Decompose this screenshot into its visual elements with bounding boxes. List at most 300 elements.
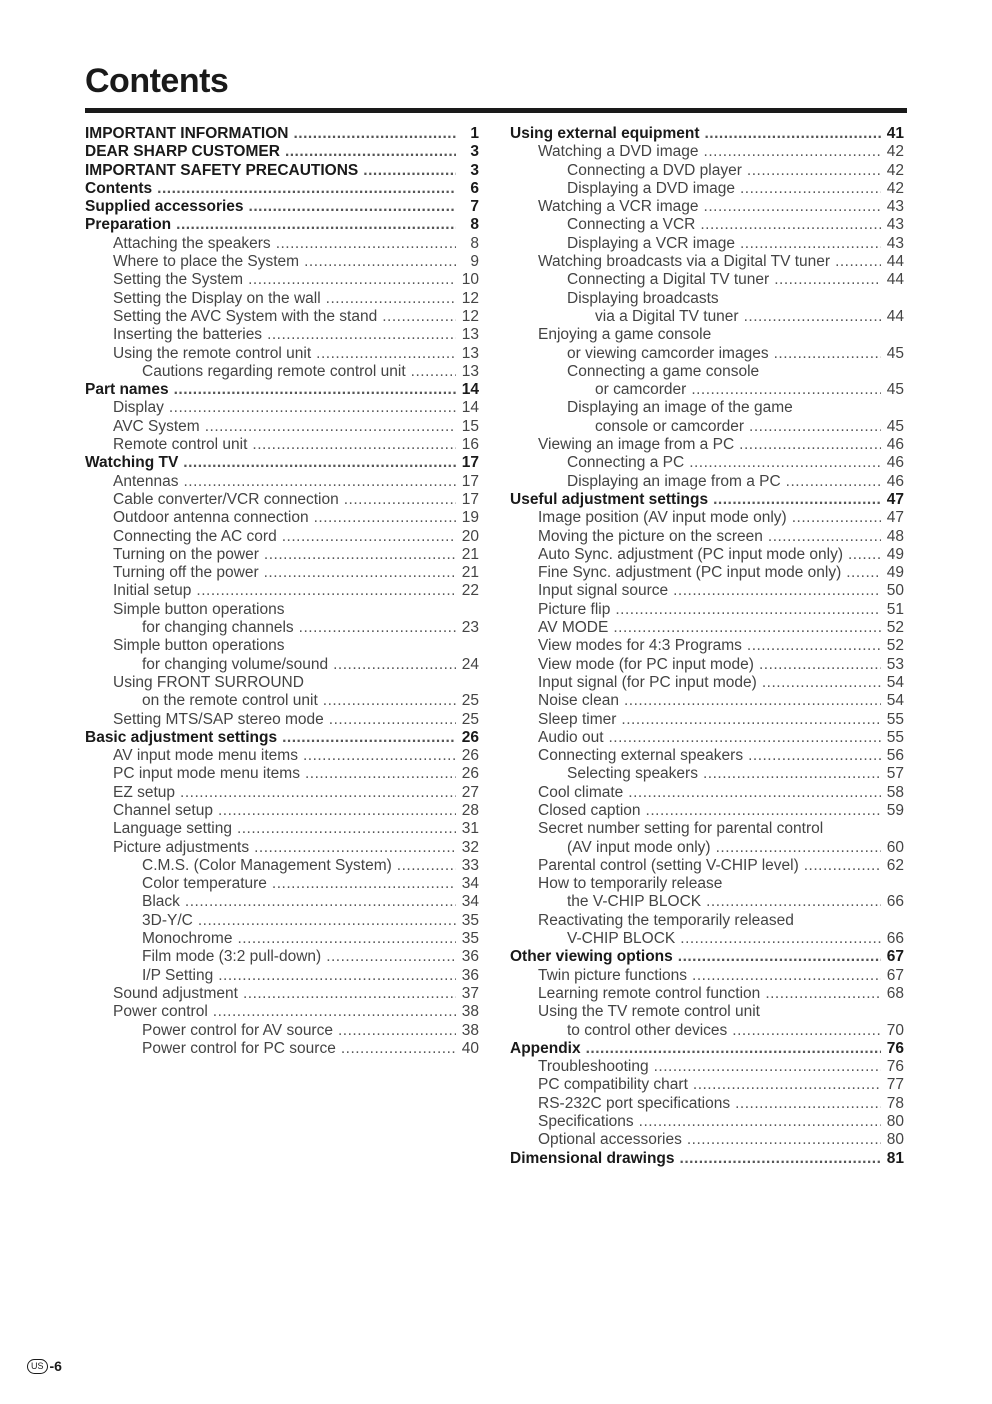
dot-leader: [713, 491, 881, 509]
toc-entry-page: 42: [886, 161, 904, 179]
toc-entry-label: Displaying broadcasts: [567, 289, 719, 307]
toc-entry-label: Power control for AV source: [142, 1021, 333, 1039]
toc-entry-label: Reactivating the temporarily released: [538, 911, 794, 929]
toc-entry-label: the V-CHIP BLOCK: [567, 893, 702, 911]
dot-leader: [628, 784, 881, 802]
dot-leader: [792, 509, 881, 527]
toc-entry-label: Basic adjustment settings: [85, 728, 278, 746]
toc-entry-page: 76: [886, 1058, 904, 1076]
toc-entry: [85, 747, 479, 765]
dot-leader: [329, 711, 456, 729]
toc-entry-page: 54: [886, 692, 904, 710]
dot-leader: [692, 967, 881, 985]
toc-entry-label: RS-232C port specifications: [538, 1094, 731, 1112]
toc-entry-label: Connecting a PC: [567, 454, 685, 472]
dot-leader: [344, 491, 456, 509]
dot-leader: [299, 619, 456, 637]
toc-entry-page: 19: [461, 509, 479, 527]
toc-entry-label: on the remote control unit: [142, 692, 318, 710]
toc-entry-label: for changing channels: [142, 619, 294, 637]
toc-entry: [85, 491, 479, 509]
dot-leader: [703, 765, 881, 783]
toc-entry-page: 80: [886, 1131, 904, 1149]
toc-entry-label: Simple button operations: [113, 637, 285, 655]
dot-leader: [397, 857, 456, 875]
toc-entry: [85, 253, 479, 271]
toc-entry-label: Audio out: [538, 728, 604, 746]
toc-entry-page: 1: [470, 125, 479, 142]
dot-leader: [326, 948, 456, 966]
toc-entry-label: Watching broadcasts via a Digital TV tuner: [538, 253, 831, 271]
dot-leader: [237, 930, 456, 948]
toc-entry: [510, 1131, 904, 1149]
toc-entry: [510, 765, 904, 783]
toc-entry-page: 80: [886, 1113, 904, 1131]
dot-leader: [341, 1040, 456, 1058]
toc-entry-page: 57: [886, 765, 904, 783]
toc-entry-page: 35: [461, 930, 479, 948]
dot-leader: [689, 454, 881, 472]
toc-entry: [510, 637, 904, 655]
toc-entry-page: 25: [461, 710, 479, 728]
toc-entry-page: 81: [886, 1149, 904, 1167]
toc-section-entry: [510, 1040, 904, 1058]
toc-entry-page: 45: [886, 344, 904, 362]
toc-entry: [510, 967, 904, 985]
toc-entry-page: 46: [886, 454, 904, 472]
dot-leader: [333, 656, 456, 674]
toc-entry-page: 33: [461, 856, 479, 874]
toc-entry: [85, 436, 479, 454]
toc-entry-label: Displaying an image of the game: [567, 399, 793, 417]
toc-entry-label: Color temperature: [142, 875, 267, 893]
toc-entry-page: 67: [886, 966, 904, 984]
toc-entry-label: Film mode (3:2 pull-down): [142, 948, 322, 966]
toc-entry: [510, 912, 904, 930]
toc-entry-page: 17: [461, 454, 479, 472]
toc-entry: [510, 473, 904, 491]
toc-entry-page: 36: [461, 948, 479, 966]
dot-leader: [304, 253, 456, 271]
toc-entry: [85, 893, 479, 911]
dot-leader: [693, 1076, 881, 1094]
toc-entry-label: Cable converter/VCR connection: [113, 490, 339, 508]
dot-leader: [687, 1131, 881, 1149]
toc-entry-label: Input signal (for PC input mode): [538, 673, 757, 691]
toc-entry-label: Cautions regarding remote control unit: [142, 362, 406, 380]
toc-entry-page: 55: [886, 710, 904, 728]
toc-entry: [510, 601, 904, 619]
toc-entry-page: 14: [461, 399, 479, 417]
toc-entry-page: 16: [461, 436, 479, 454]
region-badge: US: [27, 1359, 48, 1374]
dot-leader: [272, 875, 456, 893]
toc-entry-label: DEAR SHARP CUSTOMER: [85, 143, 280, 161]
toc-entry-page: 43: [886, 198, 904, 216]
toc-section-entry: [85, 162, 479, 180]
toc-entry: [85, 820, 479, 838]
toc-entry-page: 7: [470, 198, 479, 216]
dot-leader: [218, 802, 456, 820]
toc-entry-page: 35: [461, 911, 479, 929]
toc-section-entry: [510, 125, 904, 143]
toc-entry: [85, 473, 479, 491]
toc-entry-label: Selecting speakers: [567, 765, 698, 783]
toc-entry: [510, 1095, 904, 1113]
toc-entry: [510, 747, 904, 765]
dot-leader: [267, 326, 456, 344]
toc-entry-page: 51: [886, 600, 904, 618]
toc-entry-page: 54: [886, 673, 904, 691]
dot-leader: [680, 930, 881, 948]
toc-section-entry: [510, 1150, 904, 1168]
toc-entry: [510, 875, 904, 893]
dot-leader: [762, 674, 881, 692]
toc-entry-label: Where to place the System: [113, 253, 300, 271]
toc-entry: [510, 180, 904, 198]
toc-entry-page: 13: [461, 362, 479, 380]
toc-entry-label: Using the remote control unit: [113, 344, 312, 362]
dot-leader: [252, 436, 456, 454]
toc-entry-page: 45: [886, 417, 904, 435]
dot-leader: [678, 948, 881, 966]
toc-entry: [510, 985, 904, 1003]
toc-entry-page: 38: [461, 1003, 479, 1021]
toc-section-entry: [85, 729, 479, 747]
toc-entry-label: Noise clean: [538, 692, 619, 710]
toc-entry: [510, 839, 904, 857]
dot-leader: [846, 564, 881, 582]
toc-entry-label: AV MODE: [538, 619, 609, 637]
toc-entry: [510, 528, 904, 546]
toc-entry-page: 21: [461, 545, 479, 563]
toc-entry-label: Attaching the speakers: [113, 234, 271, 252]
dot-leader: [243, 985, 456, 1003]
dot-leader: [326, 290, 456, 308]
dot-leader: [744, 308, 881, 326]
toc-entry-page: 59: [886, 801, 904, 819]
toc-entry: [510, 1058, 904, 1076]
toc-entry: [85, 528, 479, 546]
toc-entry-label: Cool climate: [538, 783, 624, 801]
toc-entry: [85, 1040, 479, 1058]
toc-entry: [510, 1076, 904, 1094]
dot-leader: [323, 692, 456, 710]
toc-entry-page: 40: [461, 1039, 479, 1057]
dot-leader: [363, 162, 456, 180]
dot-leader: [285, 143, 456, 161]
toc-entry-page: 34: [461, 875, 479, 893]
toc-entry: [85, 711, 479, 729]
toc-entry-label: Part names: [85, 381, 169, 399]
toc-entry-page: 67: [886, 948, 904, 966]
toc-entry-page: 56: [886, 747, 904, 765]
toc-entry-page: 43: [886, 216, 904, 234]
toc-entry-label: Black: [142, 893, 180, 911]
dot-leader: [213, 1003, 456, 1021]
toc-entry-label: Enjoying a game console: [538, 326, 712, 344]
toc-entry-page: 24: [461, 655, 479, 673]
toc-entry: [85, 509, 479, 527]
toc-entry-label: Connecting a Digital TV tuner: [567, 271, 770, 289]
toc-entry-page: 17: [461, 472, 479, 490]
toc-entry-label: Image position (AV input mode only): [538, 509, 787, 527]
toc-section-entry: [85, 180, 479, 198]
dot-leader: [249, 198, 456, 216]
toc-entry-label: Viewing an image from a PC: [538, 436, 735, 454]
dot-leader: [646, 802, 881, 820]
toc-entry-page: 21: [461, 564, 479, 582]
page-title: Contents: [85, 62, 229, 100]
toc-entry: [85, 930, 479, 948]
toc-entry-label: Power control for PC source: [142, 1039, 336, 1057]
toc-entry-label: Inserting the batteries: [113, 326, 263, 344]
toc-entry-page: 36: [461, 966, 479, 984]
dot-leader: [169, 399, 456, 417]
toc-entry-page: 44: [886, 307, 904, 325]
toc-section-entry: [510, 948, 904, 966]
dot-leader: [316, 345, 456, 363]
toc-entry: [85, 601, 479, 619]
toc-entry: [85, 967, 479, 985]
toc-entry-page: 23: [461, 619, 479, 637]
toc-entry-label: How to temporarily release: [538, 875, 723, 893]
toc-entry: [510, 198, 904, 216]
toc-entry-label: Specifications: [538, 1113, 634, 1131]
toc-entry-label: Antennas: [113, 472, 179, 490]
toc-entry-label: Other viewing options: [510, 948, 673, 966]
toc-entry: [85, 345, 479, 363]
toc-entry-label: IMPORTANT INFORMATION: [85, 125, 289, 142]
dot-leader: [748, 747, 881, 765]
dot-leader: [282, 528, 456, 546]
toc-entry: [85, 399, 479, 417]
toc-entry: [510, 162, 904, 180]
toc-entry-page: 13: [461, 344, 479, 362]
toc-entry-label: or viewing camcorder images: [567, 344, 769, 362]
toc-entry-page: 49: [886, 564, 904, 582]
dot-leader: [198, 912, 456, 930]
toc-entry-label: Using FRONT SURROUND: [113, 673, 304, 691]
toc-entry: [510, 326, 904, 344]
dot-leader: [765, 985, 881, 1003]
toc-entry-page: 70: [886, 1021, 904, 1039]
dot-leader: [586, 1040, 881, 1058]
dot-leader: [786, 473, 881, 491]
dot-leader: [768, 528, 881, 546]
toc-entry-page: 60: [886, 838, 904, 856]
toc-entry-label: Remote control unit: [113, 436, 248, 454]
toc-entry-label: Setting the AVC System with the stand: [113, 307, 378, 325]
dot-leader: [174, 381, 456, 399]
toc-entry-page: 77: [886, 1076, 904, 1094]
toc-entry-label: Simple button operations: [113, 600, 285, 618]
toc-entry-label: Contents: [85, 179, 153, 197]
toc-entry-label: IMPORTANT SAFETY PRECAUTIONS: [85, 161, 359, 179]
toc-entry-page: 32: [461, 838, 479, 856]
toc-entry-label: Picture flip: [538, 600, 611, 618]
toc-entry-page: 68: [886, 984, 904, 1002]
toc-entry-label: V-CHIP BLOCK: [567, 930, 676, 948]
toc-entry: [510, 784, 904, 802]
toc-entry-page: 12: [461, 307, 479, 325]
toc-entry-page: 55: [886, 728, 904, 746]
dot-leader: [276, 235, 456, 253]
toc-entry: [85, 802, 479, 820]
toc-entry-page: 6: [470, 179, 479, 197]
title-rule: [85, 108, 907, 113]
toc-entry-page: 66: [886, 930, 904, 948]
dot-leader: [732, 1022, 881, 1040]
toc-entry: [85, 985, 479, 1003]
dot-leader: [848, 546, 881, 564]
toc-section-entry: [85, 198, 479, 216]
dot-leader: [639, 1113, 881, 1131]
toc-entry: [510, 802, 904, 820]
toc-entry: [510, 381, 904, 399]
toc-entry-page: 10: [461, 271, 479, 289]
dot-leader: [184, 473, 457, 491]
toc-entry-page: 42: [886, 179, 904, 197]
dot-leader: [196, 582, 456, 600]
toc-entry: [510, 893, 904, 911]
toc-entry: [510, 674, 904, 692]
toc-entry-page: 62: [886, 856, 904, 874]
toc-entry-label: Language setting: [113, 820, 232, 838]
toc-entry: [510, 454, 904, 472]
toc-section-entry: [85, 143, 479, 161]
toc-entry-label: Troubleshooting: [538, 1058, 649, 1076]
toc-entry-label: AV input mode menu items: [113, 747, 298, 765]
toc-entry-label: Display: [113, 399, 164, 417]
toc-entry-label: AVC System: [113, 417, 200, 435]
toc-entry-label: Displaying a DVD image: [567, 179, 735, 197]
toc-entry-label: Setting the Display on the wall: [113, 289, 321, 307]
toc-section-entry: [85, 381, 479, 399]
toc-entry-label: Twin picture functions: [538, 966, 688, 984]
toc-section-entry: [85, 216, 479, 234]
toc-section-entry: [510, 491, 904, 509]
toc-entry: [510, 930, 904, 948]
toc-entry-label: to control other devices: [567, 1021, 728, 1039]
toc-entry-label: Setting MTS/SAP stereo mode: [113, 710, 324, 728]
toc-entry-page: 42: [886, 143, 904, 161]
toc-entry: [85, 619, 479, 637]
toc-entry: [510, 857, 904, 875]
toc-entry-label: Parental control (setting V-CHIP level): [538, 856, 799, 874]
toc-entry: [85, 875, 479, 893]
toc-entry-page: 47: [886, 509, 904, 527]
toc-entry-page: 48: [886, 527, 904, 545]
toc-entry-label: (AV input mode only): [567, 838, 711, 856]
toc-entry: [85, 235, 479, 253]
toc-section-entry: [85, 454, 479, 472]
toc-entry: [85, 912, 479, 930]
toc-entry-label: console or camcorder: [595, 417, 745, 435]
toc-entry: [510, 546, 904, 564]
dot-leader: [382, 308, 456, 326]
toc-entry-label: Turning on the power: [113, 545, 259, 563]
toc-entry: [85, 564, 479, 582]
toc-entry-page: 46: [886, 472, 904, 490]
toc-entry: [510, 1113, 904, 1131]
toc-entry-label: 3D-Y/C: [142, 911, 193, 929]
toc-entry: [510, 308, 904, 326]
toc-entry: [85, 290, 479, 308]
dot-leader: [615, 601, 881, 619]
toc-entry-label: PC compatibility chart: [538, 1076, 688, 1094]
toc-entry: [510, 692, 904, 710]
toc-entry-label: Channel setup: [113, 801, 213, 819]
page-number: -6: [49, 1358, 62, 1374]
toc-entry: [85, 308, 479, 326]
toc-entry-label: Monochrome: [142, 930, 233, 948]
dot-leader: [218, 967, 456, 985]
dot-leader: [183, 454, 456, 472]
toc-entry-label: Picture adjustments: [113, 838, 250, 856]
toc-entry: [510, 345, 904, 363]
dot-leader: [691, 381, 881, 399]
toc-entry-page: 52: [886, 619, 904, 637]
toc-entry-page: 8: [470, 234, 479, 252]
toc-entry: [510, 820, 904, 838]
toc-entry: [510, 235, 904, 253]
toc-entry-page: 45: [886, 381, 904, 399]
toc-entry-label: Connecting external speakers: [538, 747, 744, 765]
toc-entry-page: 53: [886, 655, 904, 673]
toc-entry: [510, 509, 904, 527]
toc-entry-label: Moving the picture on the screen: [538, 527, 763, 545]
toc-entry: [510, 656, 904, 674]
toc-entry-page: 52: [886, 637, 904, 655]
toc-entry: [85, 839, 479, 857]
dot-leader: [180, 784, 456, 802]
toc-entry: [510, 436, 904, 454]
dot-leader: [680, 1150, 881, 1168]
toc-entry: [510, 363, 904, 381]
dot-leader: [774, 271, 881, 289]
toc-entry-page: 66: [886, 893, 904, 911]
toc-entry-label: Connecting a DVD player: [567, 161, 742, 179]
toc-entry: [510, 253, 904, 271]
dot-leader: [654, 1058, 881, 1076]
toc-entry: [85, 692, 479, 710]
toc-entry-label: Using external equipment: [510, 125, 700, 142]
toc-entry-page: 17: [461, 490, 479, 508]
dot-leader: [835, 253, 881, 271]
dot-leader: [774, 345, 881, 363]
toc-entry-page: 46: [886, 436, 904, 454]
dot-leader: [411, 363, 456, 381]
toc-entry: [510, 1003, 904, 1021]
dot-leader: [237, 820, 456, 838]
toc-entry: [510, 711, 904, 729]
toc-entry: [85, 948, 479, 966]
toc-entry-label: Connecting the AC cord: [113, 527, 277, 545]
dot-leader: [735, 1095, 881, 1113]
dot-leader: [673, 582, 881, 600]
toc-entry-page: 44: [886, 253, 904, 271]
dot-leader: [293, 125, 456, 143]
dot-leader: [704, 125, 881, 143]
toc-entry: [85, 582, 479, 600]
dot-leader: [264, 546, 456, 564]
dot-leader: [716, 839, 881, 857]
toc-entry-label: EZ setup: [113, 783, 176, 801]
toc-entry: [85, 637, 479, 655]
dot-leader: [338, 1022, 456, 1040]
toc-entry-page: 26: [461, 728, 479, 746]
